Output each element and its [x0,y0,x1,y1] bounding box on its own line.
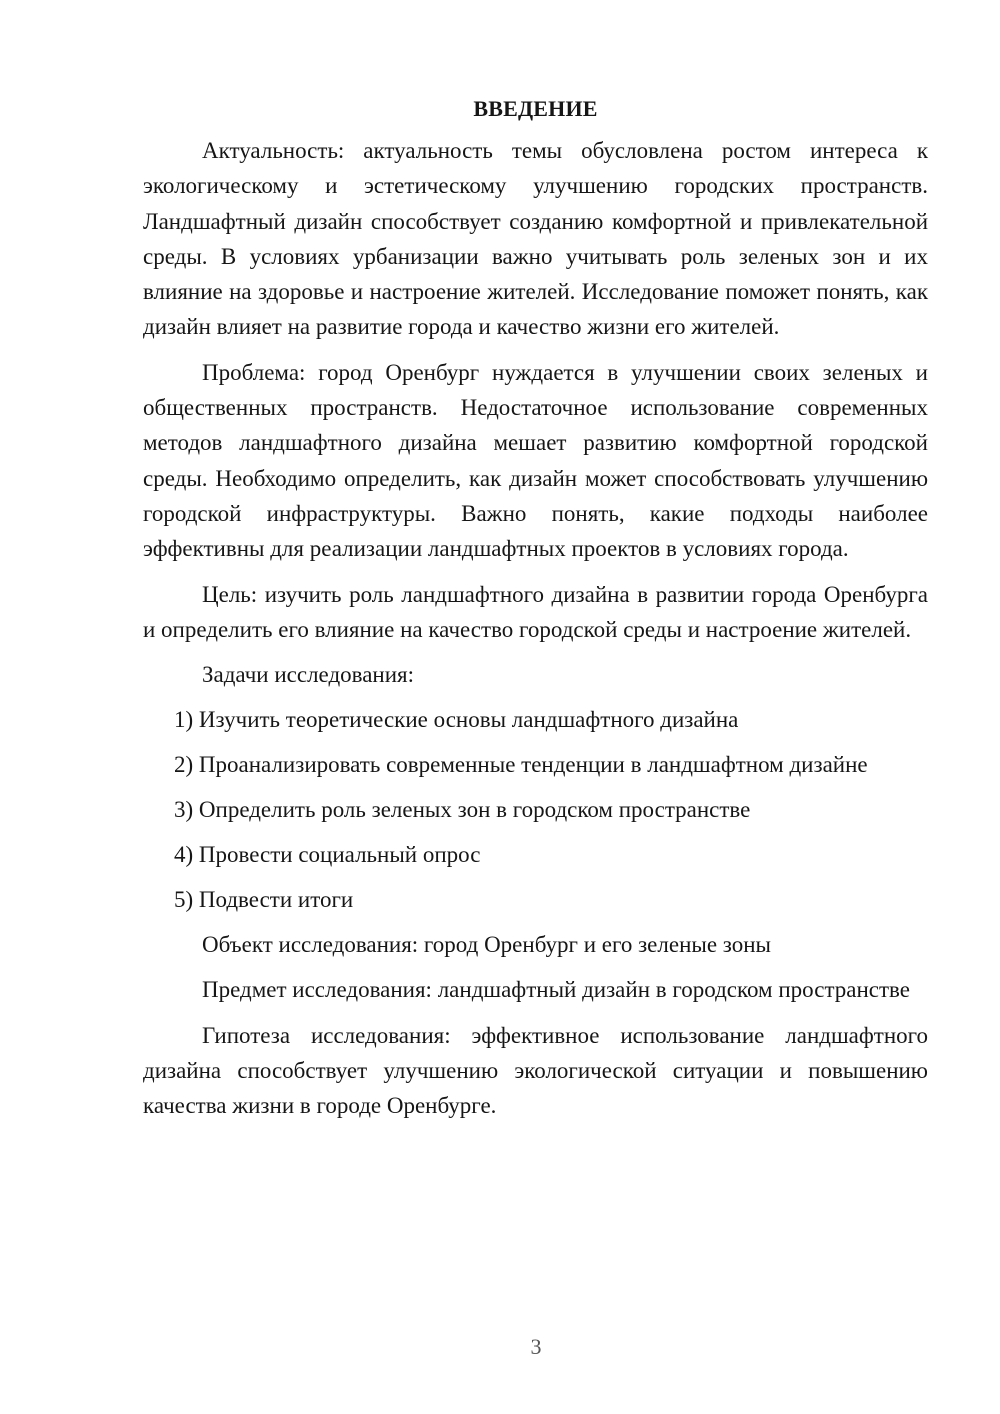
hypothesis-paragraph: Гипотеза исследования: эффективное использование ландшафтного дизайна способствует улучшению экологической ситуации и повышению качества жизни в городе Оренбурге. [143,1022,928,1119]
task-item: 3) Определить роль зеленых зон в городском пространстве [174,797,751,823]
subject-paragraph: Предмет исследования: ландшафтный дизайн в городском пространстве [202,977,910,1003]
relevance-paragraph: Актуальность: актуальность темы обусловлена ростом интереса к экологическому и эстетическому улучшению городских пространств. Ландшафтный дизайн способствует созданию комфортной и привлекательной среды. В условиях урбанизации важно учитывать роль зеленых зон и их влияние на здоровье и настроение жителей. Исследование поможет понять, как дизайн влияет на развитие города и качество жизни его жителей. [143,138,928,340]
task-item: 1) Изучить теоретические основы ландшафтного дизайна [174,707,739,733]
section-title: ВВЕДЕНИЕ [473,96,598,121]
problem-paragraph: Проблема: город Оренбург нуждается в улучшении своих зеленых и общественных пространств. Недостаточное использование современных методов ландшафтного дизайна мешает развитию комфортной городской среды. Необходимо определить, как дизайн может способствовать улучшению городской инфраструктуры. Важно понять, какие подходы наиболее эффективны для реализации ландшафтных проектов в условиях города. [143,359,928,562]
page-number: 3 [530,1334,542,1359]
task-item: 2) Проанализировать современные тенденции в ландшафтном дизайне [174,752,868,778]
object-paragraph: Объект исследования: город Оренбург и его зеленые зоны [202,932,772,958]
goal-paragraph: Цель: изучить роль ландшафтного дизайна в развитии города Оренбурга и определить его влияние на качество городской среды и настроение жителей. [143,581,928,642]
task-item: 5) Подвести итоги [174,887,354,913]
tasks-list [143,702,928,917]
task-item: 4) Провести социальный опрос [174,842,481,868]
tasks-heading: Задачи исследования: [202,662,415,688]
page-content [143,92,928,1134]
